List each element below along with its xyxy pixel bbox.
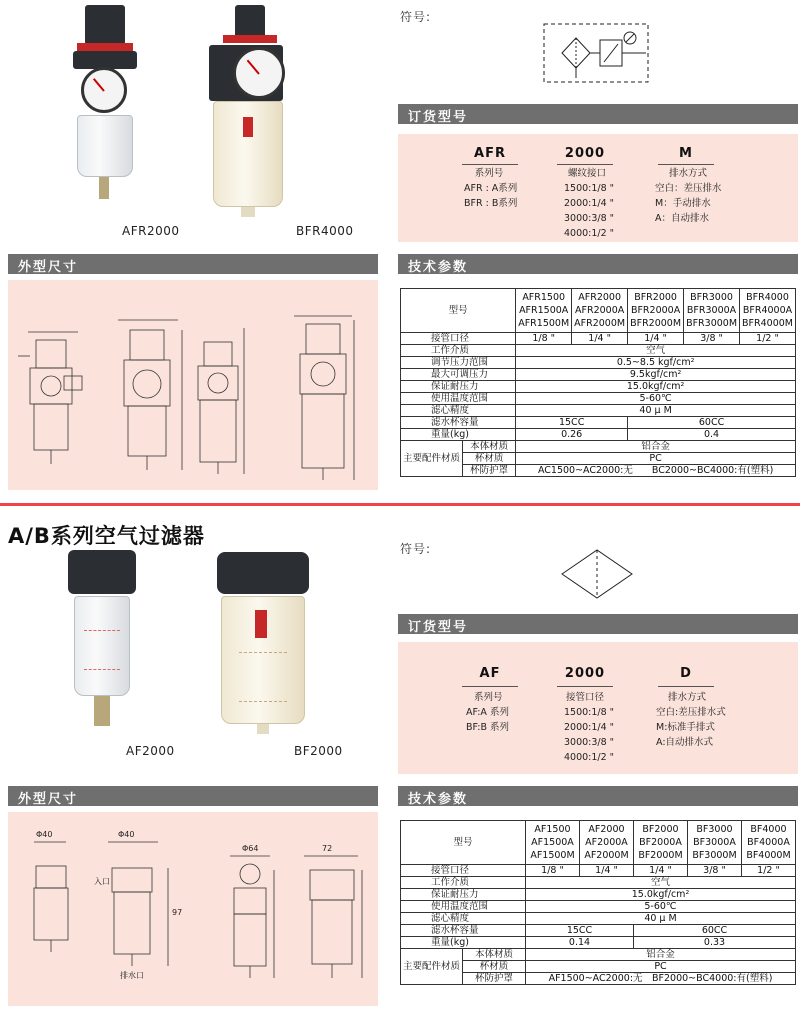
spec-model-label-b: 型号 bbox=[401, 821, 526, 865]
dim-inlet: 入口 bbox=[94, 877, 110, 886]
dim-d3: Φ64 bbox=[242, 844, 259, 853]
dim-d2: Φ40 bbox=[118, 830, 135, 839]
tech-bar-bottom: 技术参数 bbox=[398, 786, 798, 806]
order-series-lines-b: 系列号 AF:A 系列 BF:B 系列 bbox=[466, 692, 509, 733]
symbol-label-bottom: 符号: bbox=[400, 542, 432, 556]
spec-table-bottom: 型号 AF1500 AF1500A AF1500M AF2000 AF2000A AF2000M BF2000 BF2000A BF2000M BF3000 BF3000A BF3000M BF4000 BF4000A BF4000M 接管口径 1/8 " 1/4 " 1/4 " 3/8 " 1/2 " 工作介质 空气 保证耐压力 15.0kgf/cm² 使用温度范围 5-60℃ 滤心精度 40 μ M 滤水杯容量 15CC 60CC 重量(kg) 0.14 0.33 主要配件材质 本体材质 铝合金 杯材质 PC 杯防护罩 AF1500~AC2000:无 BF2000~BC4000:有(塑料) bbox=[400, 820, 796, 985]
order-bar-bottom: 订货型号 bbox=[398, 614, 798, 634]
dims-bar-bottom: 外型尺寸 bbox=[8, 786, 378, 806]
spec-port-label: 接管口径 bbox=[401, 333, 516, 345]
order-code-series: AFR bbox=[474, 146, 506, 161]
spec-model-5: BFR4000 BFR4000A BFR4000M bbox=[740, 289, 796, 333]
product-photo-af2000 bbox=[62, 550, 142, 750]
order-port-lines-b: 接管口径 1500:1/8 " 2000:1/4 " 3000:3/8 " 4000:1/2 " bbox=[564, 692, 615, 763]
order-series-lines: 系列号 AFR : A系列 BFR : B系列 bbox=[464, 168, 518, 209]
order-bar-top: 订货型号 bbox=[398, 104, 798, 124]
tech-bar-top: 技术参数 bbox=[398, 254, 798, 274]
dimension-drawing-top bbox=[8, 280, 378, 490]
photo-label-afr2000: AFR2000 bbox=[122, 224, 180, 238]
spec-table-top: 型号 AFR1500 AFR1500A AFR1500M AFR2000 AFR2000A AFR2000M BFR2000 BFR2000A BFR2000M BFR3000 BFR3000A BFR3000M BFR4000 BFR4000A BFR4000M 接管口径 1/8 " 1/4 " 1/4 " 3/8 " 1/2 " 工作介质 空气 调节压力范围 0.5~8.5 kgf/cm² 最大可调压力 9.5kgf/cm² 保证耐压力 15.0kgf/cm² 使用温度范围 5-60℃ 滤心精度 40 μ M 滤水杯容量 15CC 60CC 重量(kg) 0.26 0.4 主要配件材质 本体材质 铝合金 杯材质 PC 杯防护罩 AC1500~AC2000:无 BC2000~BC4000:有(塑料) bbox=[400, 288, 796, 477]
order-code-drain-b: D bbox=[680, 666, 692, 681]
order-code-port-b: 2000 bbox=[564, 666, 606, 681]
dims-bar-top: 外型尺寸 bbox=[8, 254, 378, 274]
dim-drain: 排水口 bbox=[120, 971, 144, 980]
order-drain-lines: 排水方式 空白：差压排水 M：手动排水 A：自动排水 bbox=[655, 168, 722, 224]
order-drain-lines-b: 排水方式 空白:差压排水式 M:标准手排式 A:自动排水式 bbox=[656, 692, 726, 748]
product-photo-afr2000 bbox=[55, 5, 155, 215]
order-code-series-b: AF bbox=[479, 666, 501, 681]
symbol-label: 符号: bbox=[400, 10, 432, 24]
spec-model-3: BFR2000 BFR2000A BFR2000M bbox=[628, 289, 684, 333]
product-photo-bfr4000 bbox=[195, 5, 305, 225]
spec-model-label: 型号 bbox=[401, 289, 516, 333]
spec-model-4: BFR3000 BFR3000A BFR3000M bbox=[684, 289, 740, 333]
spec-model-1: AFR1500 AFR1500A AFR1500M bbox=[516, 289, 572, 333]
order-code-drain: M bbox=[679, 146, 693, 161]
dim-d4: 72 bbox=[322, 844, 333, 853]
spec-model-2: AFR2000 AFR2000A AFR2000M bbox=[572, 289, 628, 333]
dimension-drawing-bottom bbox=[8, 812, 378, 1006]
order-port-lines: 螺纹接口 1500:1/8 " 2000:1/4 " 3000:3/8 " 4000:1/2 " bbox=[564, 168, 615, 239]
section-title: A/B系列空气过滤器 bbox=[8, 524, 205, 548]
section-divider bbox=[0, 503, 800, 506]
product-photo-bf2000 bbox=[215, 552, 315, 752]
photo-label-bf2000: BF2000 bbox=[294, 744, 343, 758]
filter-symbol bbox=[552, 546, 642, 602]
photo-label-af2000: AF2000 bbox=[126, 744, 175, 758]
regulator-filter-symbol bbox=[542, 22, 652, 86]
spec-material-group: 主要配件材质 bbox=[401, 441, 463, 477]
photo-label-bfr4000: BFR4000 bbox=[296, 224, 354, 238]
order-code-port: 2000 bbox=[564, 146, 606, 161]
dim-d1: Φ40 bbox=[36, 830, 53, 839]
dim-h1: 97 bbox=[172, 908, 183, 917]
